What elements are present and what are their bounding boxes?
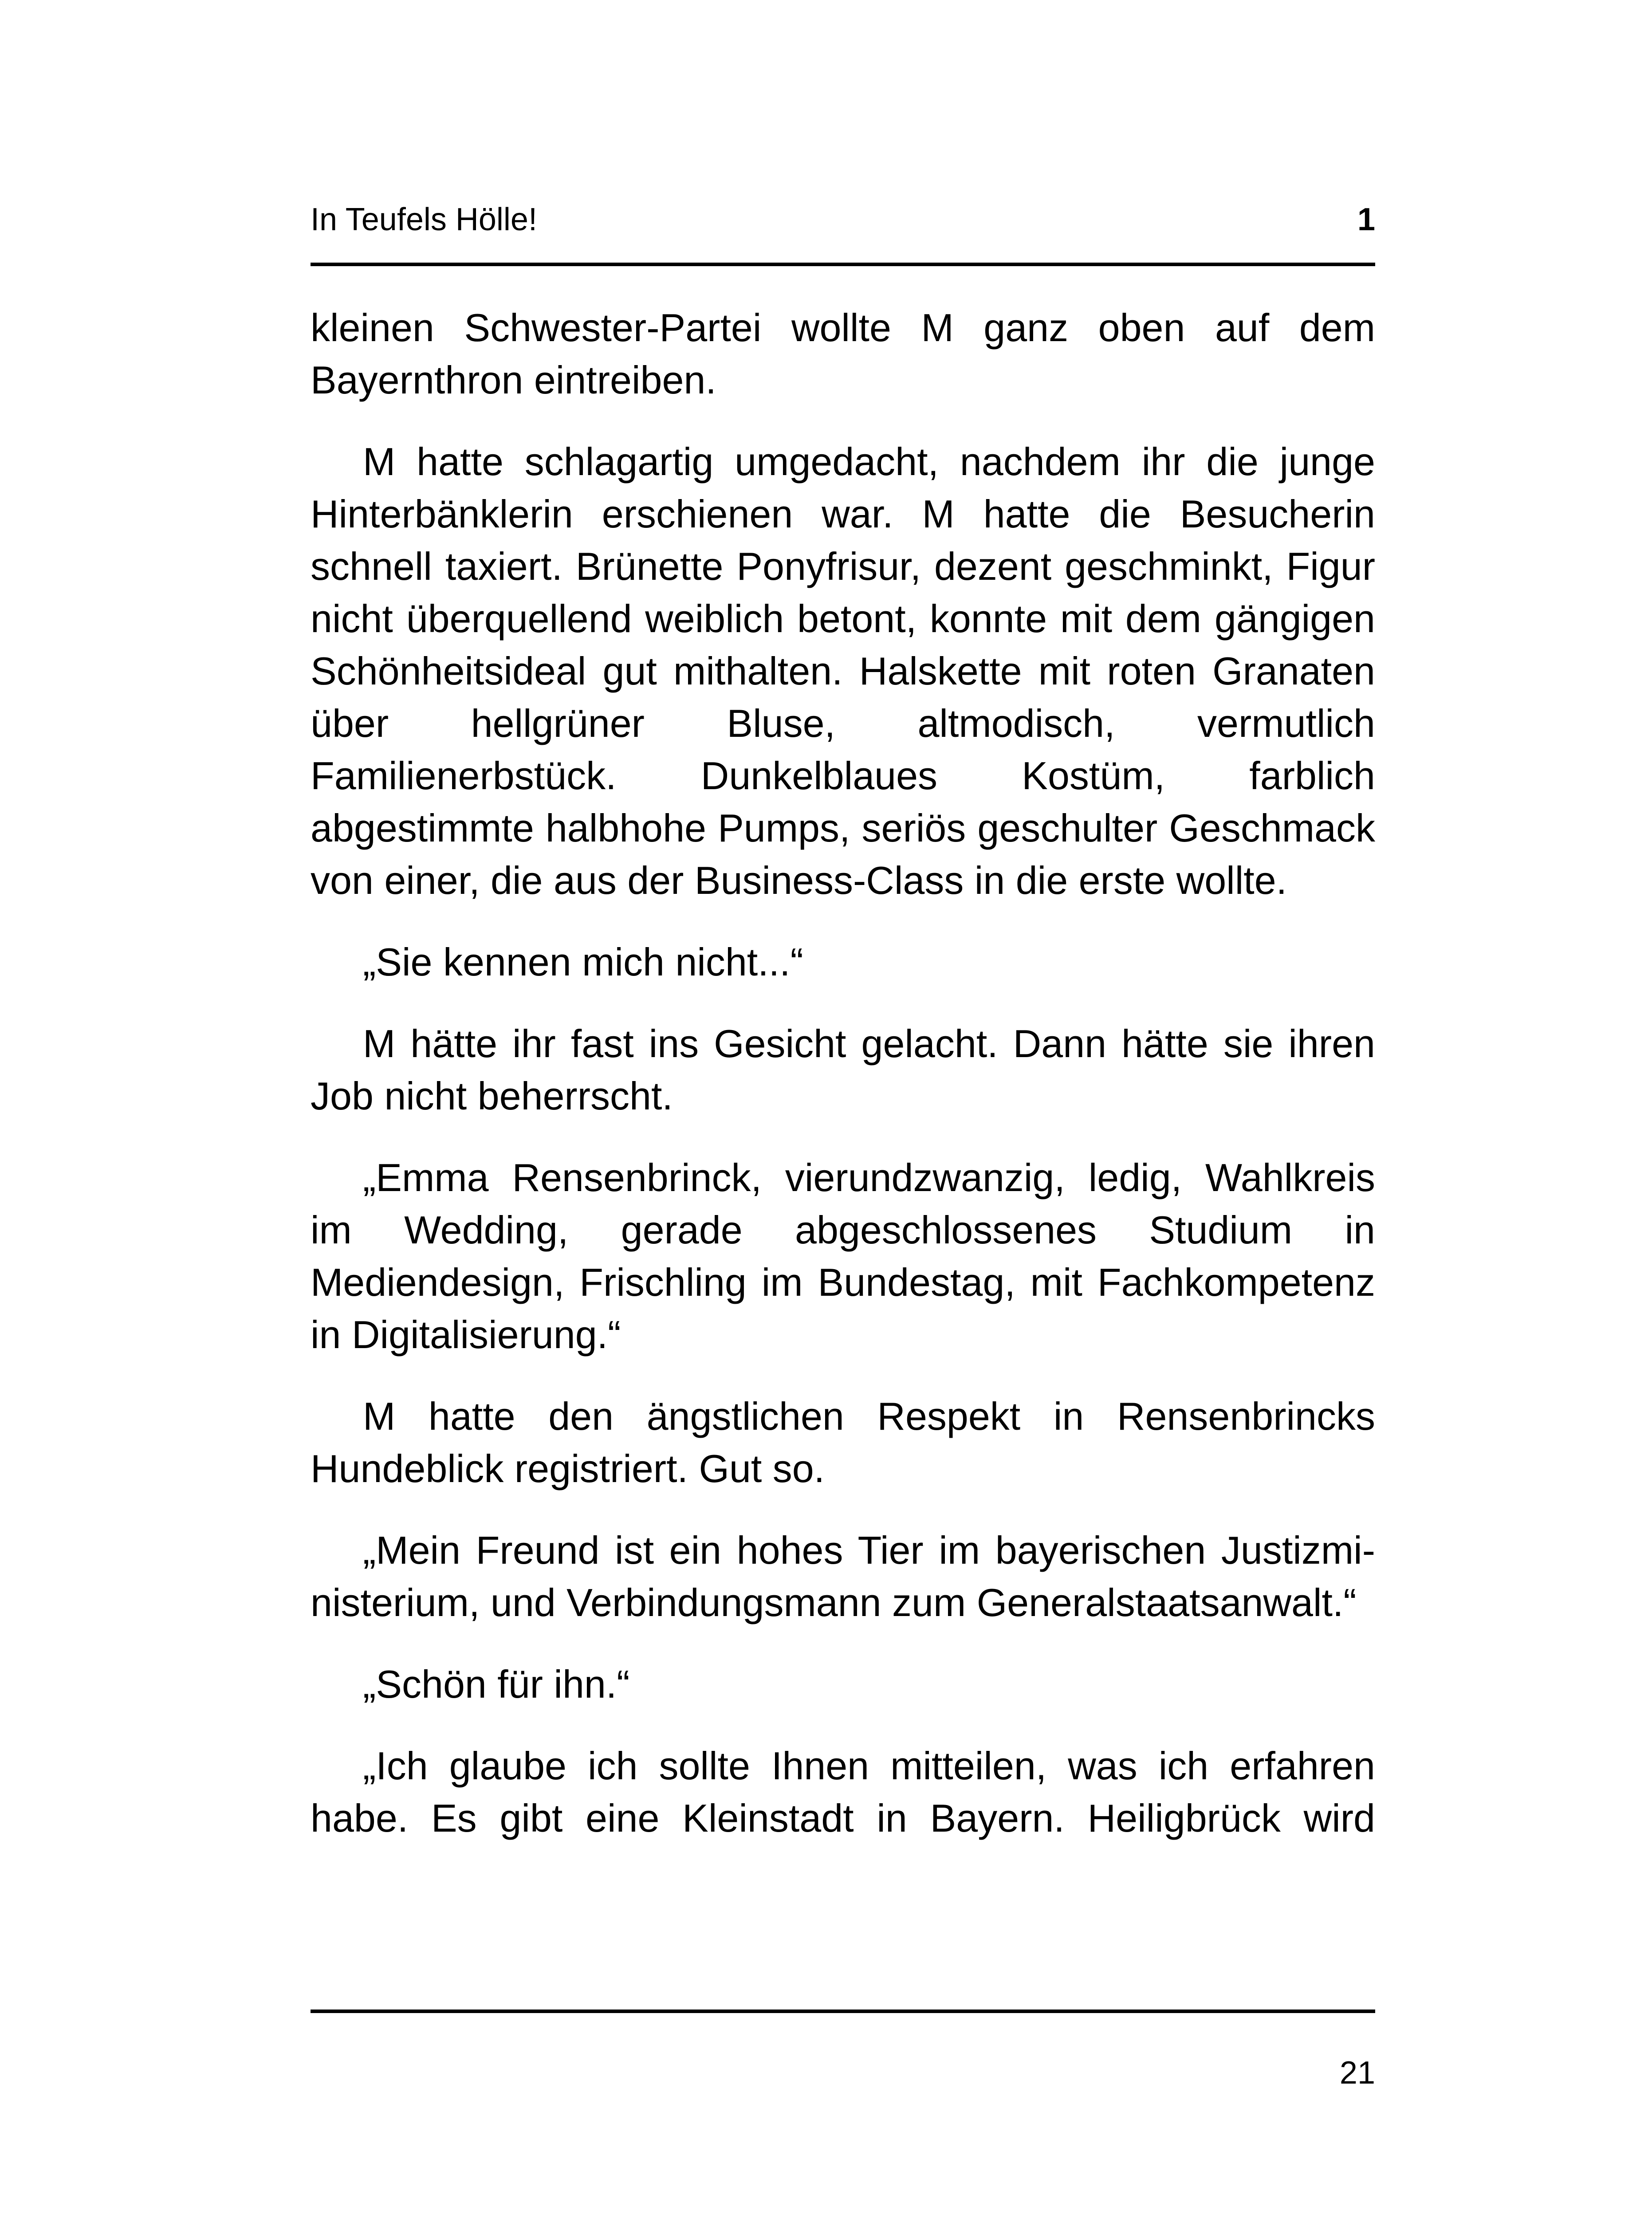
paragraph: „Schön für ihn.“ — [363, 1662, 630, 1706]
paragraph: kleinen Schwester-Partei wollte M ganz oben auf dem Bayernthron eintreiben. — [311, 306, 1375, 402]
paragraph: „Mein Freund ist ein hohes Tier im bayerischen Justizministerium, und Verbindungsmann zum Generalstaatsanwalt.“ — [311, 1528, 1375, 1624]
paragraph: „Emma Rensenbrinck, vierundzwanzig, ledig, Wahlkreis im Wedding, gerade abgeschlossenes Studium in Mediendesign, Frischling im Bundestag, mit Fachkompetenz in Digitalisierung.“ — [311, 1156, 1375, 1357]
paragraph: „Sie kennen mich nicht...“ — [363, 940, 803, 984]
running-title: In Teufels Hölle! — [311, 202, 537, 237]
page-header — [311, 195, 1375, 266]
paragraph: M hätte ihr fast ins Gesicht gelacht. Dann hätte sie ihren Job nicht beherrscht. — [311, 1022, 1375, 1118]
page-footer — [311, 2010, 1375, 2107]
paragraph: M hatte den ängstlichen Respekt in Rensenbrincks Hundeblick registriert. Gut so. — [311, 1394, 1375, 1490]
chapter-number: 1 — [1357, 202, 1375, 237]
body-text — [311, 302, 1375, 1844]
page-number: 21 — [1339, 2055, 1375, 2091]
paragraph: M hatte schlagartig umgedacht, nachdem ihr die junge Hinterbänklerin erschienen war. M hatte die Besucherin schnell taxiert. Brünette Ponyfrisur, dezent geschminkt, Figur nicht überquellend weiblich betont, konnte mit dem gängigen Schönheitsideal gut mithalten. Halskette mit roten Granaten über hellgrüner Bluse, altmodisch, vermutlich Familienerbstück. Dunkelblaues Kostüm, farblich abgestimmte halbhohe Pumps, seriös geschulter Geschmack von einer, die aus der Business-Class in die erste wollte. — [311, 440, 1375, 902]
paragraph: „Ich glaube ich sollte Ihnen mitteilen, was ich erfahren habe. Es gibt eine Kleinstadt in Bayern. Heiligbrück wird — [311, 1744, 1375, 1840]
